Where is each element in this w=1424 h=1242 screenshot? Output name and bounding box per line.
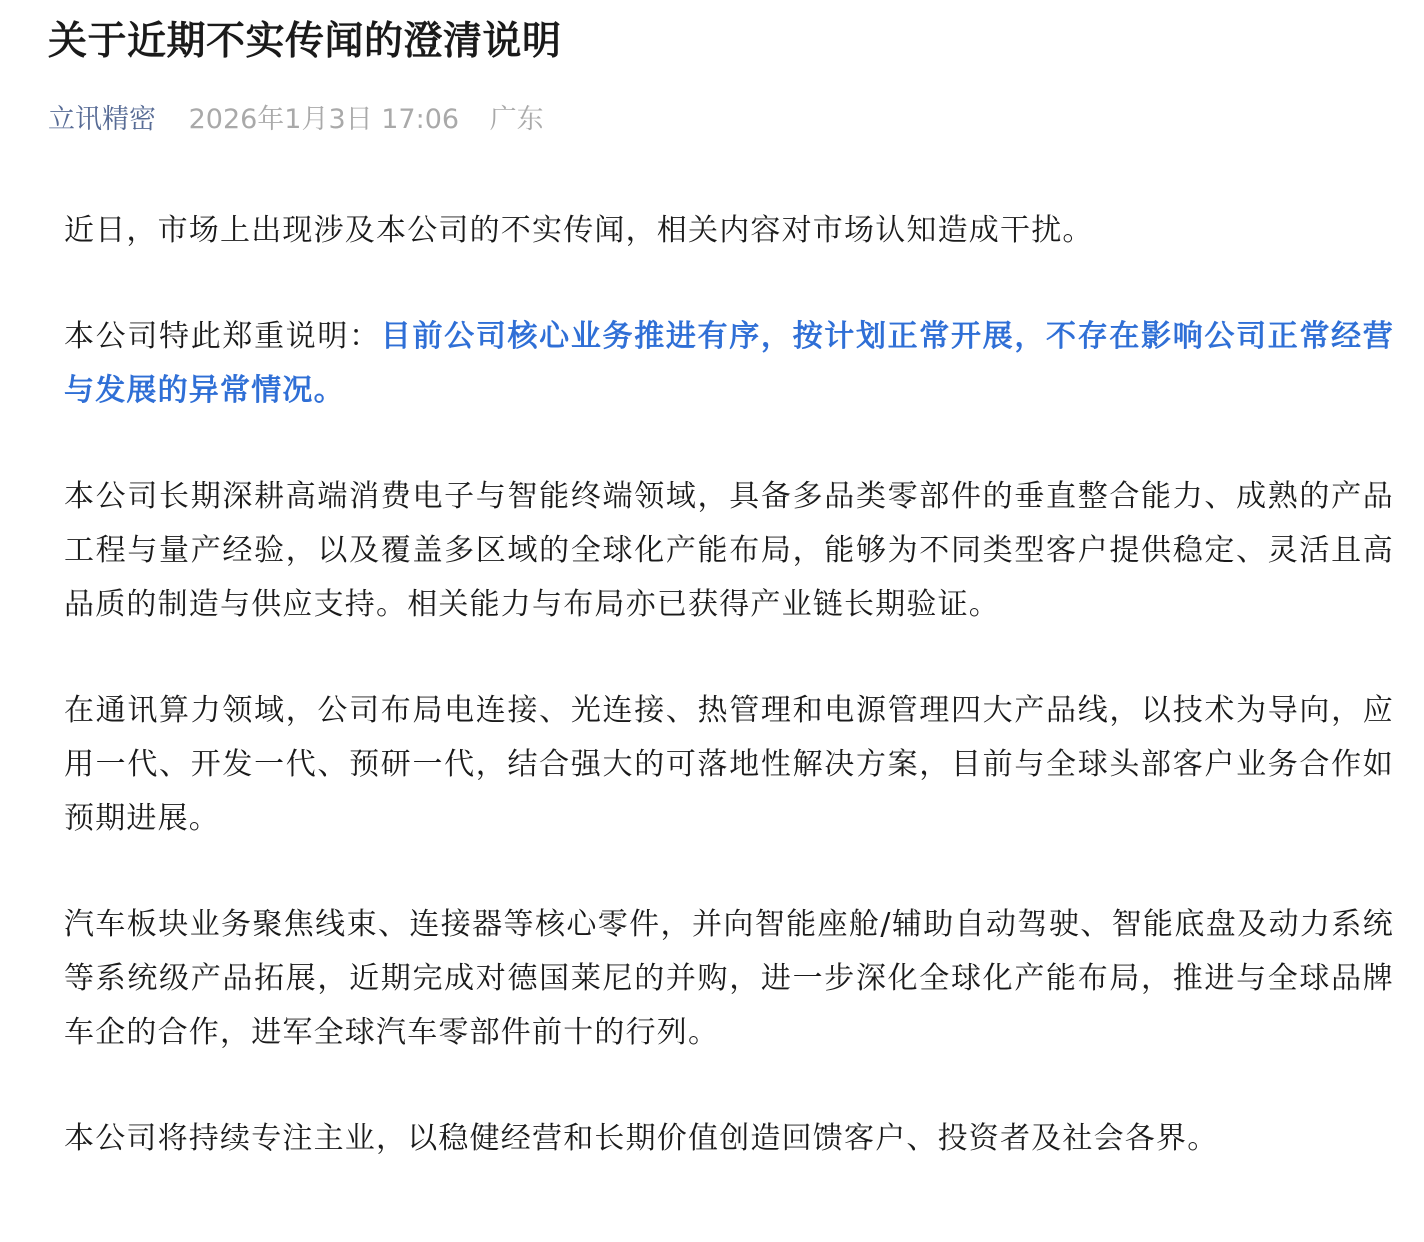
- article-meta: [48, 100, 544, 140]
- paragraph-4: 在通讯算力领域，公司布局电连接、光连接、热管理和电源管理四大产品线，以技术为导向，应用一代、开发一代、预研一代，结合强大的可落地性解决方案，目前与全球头部客户业务合作如预期进展。: [64, 693, 1394, 836]
- publish-time: 2026年1月3日 17:06: [188, 104, 460, 135]
- paragraph-5: 汽车板块业务聚焦线束、连接器等核心零件，并向智能座舱/辅助自动驾驶、智能底盘及动力系统等系统级产品拓展，近期完成对德国莱尼的并购，进一步深化全球化产能布局，推进与全球品牌车企的合作，进军全球汽车零部件前十的行列。: [64, 907, 1394, 1050]
- paragraph-2-highlight: 目前公司核心业务推进有序，按计划正常开展，不存在影响公司正常经营与发展的异常情况。: [64, 319, 1394, 408]
- paragraph-1: 近日，市场上出现涉及本公司的不实传闻，相关内容对市场认知造成干扰。: [64, 213, 1094, 248]
- article-title: 关于近期不实传闻的澄清说明: [48, 19, 562, 64]
- publish-location: 广东: [489, 104, 544, 135]
- account-name-link[interactable]: 立讯精密: [48, 104, 156, 135]
- paragraph-3: 本公司长期深耕高端消费电子与智能终端领域，具备多品类零部件的垂直整合能力、成熟的产品工程与量产经验，以及覆盖多区域的全球化产能布局，能够为不同类型客户提供稳定、灵活且高品质的制造与供应支持。相关能力与布局亦已获得产业链长期验证。: [64, 479, 1394, 622]
- paragraph-2: [64, 310, 1394, 418]
- article-body: [64, 204, 1394, 1218]
- paragraph-2-prefix: 本公司特此郑重说明：: [64, 319, 381, 354]
- paragraph-6: 本公司将持续专注主业，以稳健经营和长期价值创造回馈客户、投资者及社会各界。: [64, 1121, 1219, 1156]
